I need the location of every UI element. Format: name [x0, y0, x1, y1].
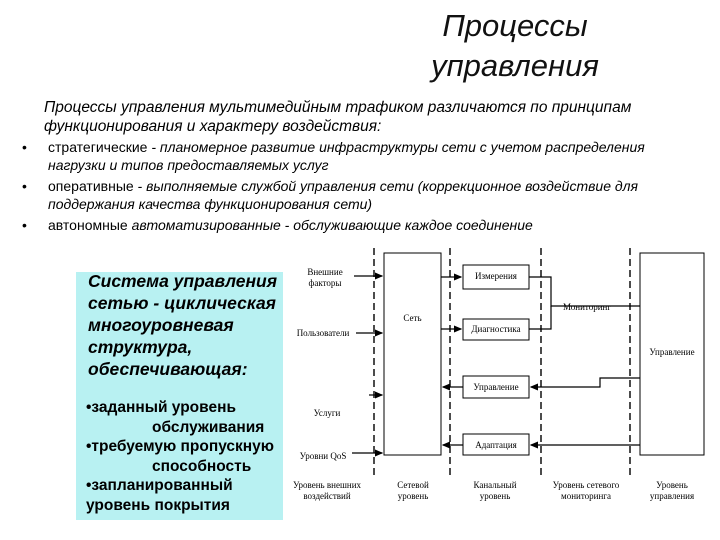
qos-label: Уровни QoS	[299, 451, 347, 461]
intro-text: Процессы управления мультимедийным трафиком различаются по принципам функционирования и характеру воздействия:	[44, 99, 632, 135]
level-monitoring-label: Уровень сетевого мониторинга	[552, 480, 620, 501]
panel-item-3a: •запланированный	[86, 477, 233, 494]
users-label: Пользователи	[296, 328, 350, 338]
arrow-control-to-mid	[531, 378, 640, 387]
title-line-2: управления	[431, 48, 599, 83]
bullet-icon: •	[22, 178, 27, 194]
bullet-desc: - выполняемые службой управления сети (коррекционное воздействие для поддержания качества функционирования сети)	[48, 178, 638, 212]
bullet-term: стратегические	[48, 139, 148, 155]
panel-item-1a: •заданный уровень	[86, 399, 236, 416]
panel-item-2a: •требуемую пропускную	[86, 438, 275, 455]
bullet-term: автономные	[48, 217, 128, 233]
diagnostics-label: Диагностика	[471, 324, 521, 334]
control-right-label: Управление	[649, 347, 695, 357]
adaptation-label: Адаптация	[475, 440, 517, 450]
panel-heading: Система управления сетью - циклическая многоуровневая структура, обеспечивающая:	[88, 271, 278, 379]
title-line-1: Процессы	[442, 8, 588, 43]
panel-item-3b: уровень покрытия	[86, 496, 230, 514]
control-mid-label: Управление	[473, 382, 519, 392]
level-network-label: Сетевой уровень	[397, 480, 429, 501]
bullet-icon: •	[22, 217, 27, 233]
line-diagnostics-monitoring	[529, 306, 551, 329]
bullet-desc: автоматизированные - обслуживающие каждое соединение	[127, 217, 533, 233]
level-channel-label: Канальный уровень	[473, 480, 517, 501]
panel-item-2b: способность	[152, 457, 252, 475]
level-external-label: Уровень внешних воздействий	[292, 480, 362, 501]
bullet-term: оперативные	[48, 178, 134, 194]
bullet-icon: •	[22, 139, 27, 155]
monitoring-label: Мониторинг	[562, 302, 612, 312]
bullet-desc: - планомерное развитие инфраструктуры сети с учетом распределения нагрузки и типов предоставляемых услуг	[48, 139, 645, 173]
services-label: Услуги	[313, 408, 341, 418]
ext-factors-label: Внешние факторы	[307, 267, 343, 288]
measurement-label: Измерения	[475, 271, 517, 281]
network-label: Сеть	[403, 313, 422, 323]
network-box	[384, 253, 441, 455]
panel-item-1b: обслуживания	[152, 418, 265, 436]
level-control-label: Уровень управления	[649, 480, 695, 501]
